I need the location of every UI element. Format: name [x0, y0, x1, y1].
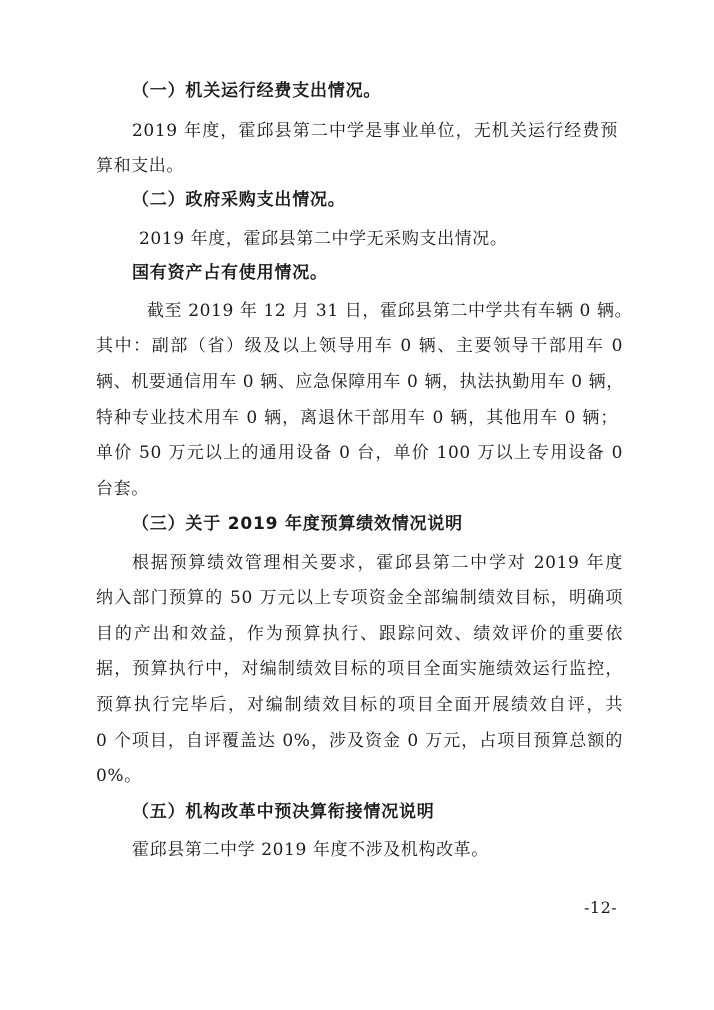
section-heading-operating-expenses: （一）机关运行经费支出情况。: [132, 81, 382, 101]
paragraph-line: 算和支出。: [96, 156, 184, 176]
page-number: -12-: [584, 898, 618, 917]
section-heading-procurement: （二）政府采购支出情况。: [132, 190, 346, 210]
paragraph-line: 目的产出和效益，作为预算执行、跟踪问效、绩效评价的重要依: [96, 624, 623, 644]
paragraph-line: 截至 2019 年 12 月 31 日，霍邱县第二中学共有车辆 0 辆。: [147, 301, 633, 321]
paragraph-line: 2019 年度，霍邱县第二中学是事业单位，无机关运行经费预: [132, 121, 618, 141]
paragraph-line: 其中：副部（省）级及以上领导用车 0 辆、主要领导干部用车 0: [96, 336, 623, 356]
paragraph-line: 2019 年度，霍邱县第二中学无采购支出情况。: [139, 229, 508, 249]
paragraph-line: 霍邱县第二中学 2019 年度不涉及机构改革。: [132, 840, 489, 860]
paragraph-line: 纳入部门预算的 50 万元以上专项资金全部编制绩效目标，明确项: [96, 588, 623, 608]
paragraph-line: 特种专业技术用车 0 辆，离退休干部用车 0 辆，其他用车 0 辆；: [96, 408, 618, 428]
paragraph-line: 据，预算执行中，对编制绩效目标的项目全面实施绩效运行监控，: [96, 659, 623, 679]
section-heading-state-assets: 国有资产占有使用情况。: [132, 263, 328, 283]
paragraph-line: 预算执行完毕后，对编制绩效目标的项目全面开展绩效自评，共: [96, 695, 623, 715]
paragraph-line: 辆、机要通信用车 0 辆、应急保障用车 0 辆，执法执勤用车 0 辆，: [96, 372, 624, 392]
paragraph-line: 台套。: [96, 479, 149, 499]
section-heading-institutional-reform: （五）机构改革中预决算衔接情况说明: [132, 802, 435, 822]
paragraph-line: 0%。: [96, 766, 142, 786]
paragraph-line: 根据预算绩效管理相关要求，霍邱县第二中学对 2019 年度: [132, 553, 623, 573]
paragraph-line: 0 个项目，自评覆盖达 0%，涉及资金 0 万元，占项目预算总额的: [96, 731, 623, 751]
section-heading-performance: （三）关于 2019 年度预算绩效情况说明: [132, 514, 463, 534]
paragraph-line: 单价 50 万元以上的通用设备 0 台，单价 100 万以上专用设备 0: [96, 443, 623, 463]
